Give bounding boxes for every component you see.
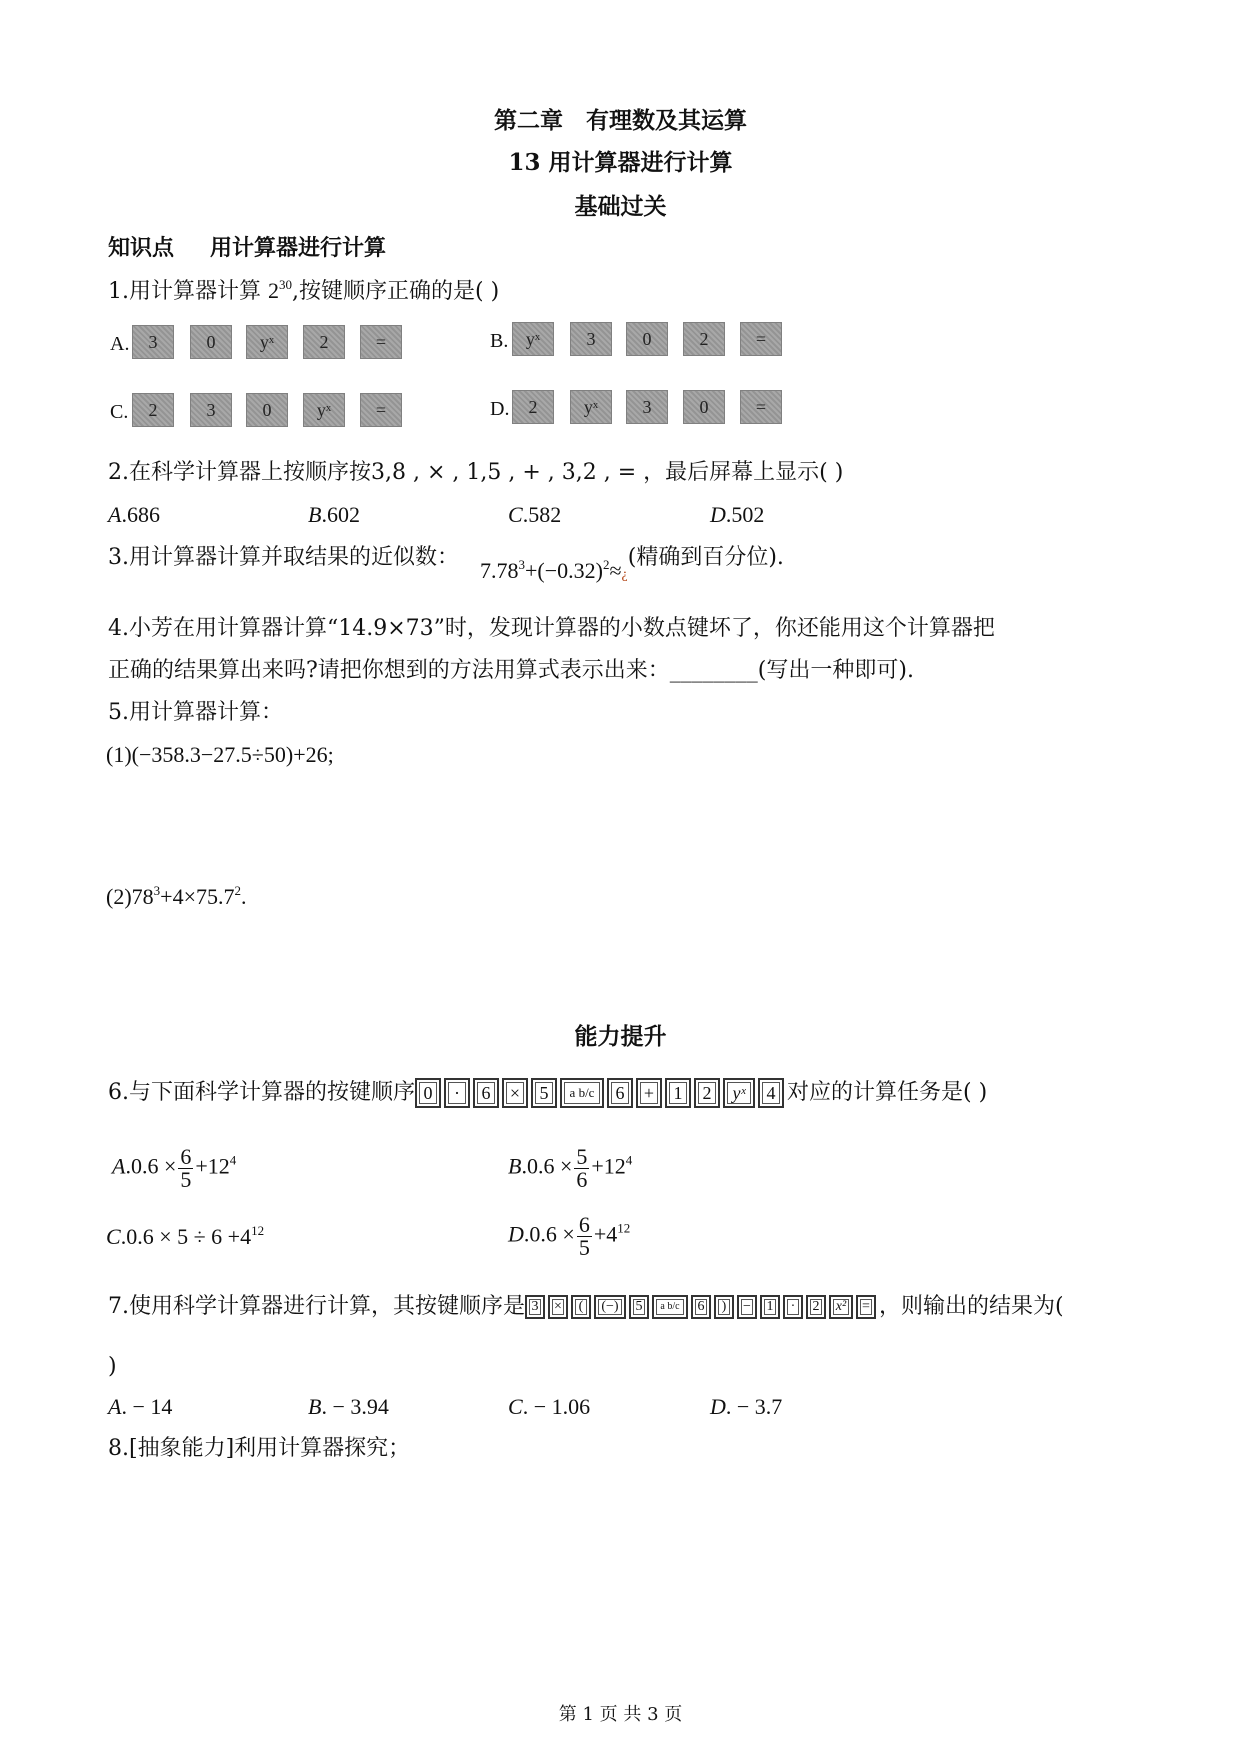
key: 2 [683, 322, 725, 356]
q2-option-a [108, 500, 160, 531]
q5-p2-pre: (2)78 [106, 884, 154, 909]
q2-option-c [508, 500, 561, 531]
key: = [856, 1295, 876, 1319]
key: x² [829, 1295, 853, 1319]
key: 0 [626, 322, 668, 356]
key: 0 [246, 393, 288, 427]
section-title-basic: 基础过关 [574, 193, 667, 220]
q3-approx: ≈ [609, 558, 622, 583]
knowledge-label: 知识点 [108, 235, 175, 261]
option-value: . − 14 [121, 1394, 173, 1419]
key: · [783, 1295, 803, 1319]
q1-option-b [490, 322, 810, 362]
question-2-stem: 2.在科学计算器上按顺序按3,8 , × , 1,5 , + , 3,2 , = ，最后屏幕上显示( ) [108, 460, 844, 485]
q3-stem: 3.用计算器计算并取结果的近似数： [108, 545, 459, 570]
question-5-part-2 [106, 882, 1241, 912]
q1-option-c-label: C. [110, 401, 129, 423]
q1-option-d [490, 390, 810, 430]
q7-option-b [308, 1392, 389, 1423]
question-3-stem [108, 542, 1241, 583]
q1-base: 2 [268, 278, 279, 303]
page-footer: 第 1 页 共 3 页 [558, 1704, 683, 1725]
q1-stem-pre: 1.用计算器计算 [108, 279, 261, 304]
q3-blank: ¿ [621, 567, 628, 582]
q3-exp-b: 2 [602, 557, 610, 572]
key: 2 [694, 1078, 720, 1108]
key: 2 [132, 393, 174, 427]
option-pre: .0.6 × 5 ÷ 6 +4 [120, 1224, 252, 1249]
key: yˣ [246, 325, 288, 359]
key: 1 [760, 1295, 780, 1319]
question-5-stem: 5.用计算器计算： [108, 700, 283, 725]
question-4-line-2: 正确的结果算出来吗?请把你想到的方法用算式表示出来：________(写出一种即可). [108, 658, 914, 683]
question-7-stem [108, 1292, 1241, 1322]
q1-stem-post: ,按键顺序正确的是( ) [292, 279, 500, 304]
key: yˣ [303, 393, 345, 427]
key: 3 [626, 390, 668, 424]
q5-p2-exp2: 2 [234, 883, 241, 898]
key: − [737, 1295, 757, 1319]
q6-option-d [508, 1214, 1008, 1264]
question-6-stem [108, 1078, 1241, 1108]
key: 6 [473, 1078, 499, 1108]
option-exp: 4 [625, 1152, 633, 1168]
numerator: 5 [576, 1144, 588, 1169]
option-fraction [574, 1146, 589, 1191]
option-value: .686 [121, 502, 160, 527]
question-5-part-1: (1)(−358.3−27.5÷50)+26; [106, 742, 334, 767]
key: ) [714, 1295, 734, 1319]
key: 6 [607, 1078, 633, 1108]
q6-stem-pre: 6.与下面科学计算器的按键顺序 [108, 1080, 415, 1105]
q3-expr-b: +(−0.32) [525, 558, 603, 583]
option-letter: A [108, 1394, 122, 1419]
key: 4 [758, 1078, 784, 1108]
option-letter: C [508, 1394, 523, 1419]
key: 2 [806, 1295, 826, 1319]
question-8-stem: 8.[抽象能力]利用计算器探究； [108, 1436, 411, 1461]
denominator: 5 [180, 1167, 192, 1192]
option-fraction [577, 1214, 592, 1259]
q5-p2-exp1: 3 [153, 883, 161, 898]
option-pre: .0.6 × [523, 1221, 575, 1247]
key: = [740, 322, 782, 356]
option-exp: 12 [251, 1223, 265, 1238]
key: 1 [665, 1078, 691, 1108]
option-letter: A [112, 1153, 126, 1179]
key: 2 [303, 325, 345, 359]
key: yˣ [570, 390, 612, 424]
key: 5 [629, 1295, 649, 1319]
key: 0 [190, 325, 232, 359]
key: 3 [525, 1295, 545, 1319]
option-letter: B [308, 1394, 322, 1419]
section-title-advanced: 能力提升 [574, 1023, 667, 1050]
q7-close-paren: ) [108, 1354, 117, 1379]
knowledge-point [108, 233, 1241, 263]
option-post: +12 [591, 1153, 626, 1179]
key: yˣ [723, 1078, 755, 1108]
q1-option-c [110, 393, 430, 433]
numerator: 6 [180, 1144, 192, 1169]
q7-stem-pre: 7.使用科学计算器进行计算，其按键顺序是 [108, 1294, 525, 1319]
q3-expression [480, 558, 628, 583]
key: a b/c [652, 1295, 688, 1319]
option-post: +4 [593, 1221, 618, 1247]
q1-option-d-label: D. [490, 398, 510, 420]
key: = [360, 325, 402, 359]
knowledge-topic: 用计算器进行计算 [210, 235, 387, 261]
q5-p2-post: . [240, 884, 247, 909]
q1-option-a [110, 325, 430, 365]
key: 0 [415, 1078, 441, 1108]
key: 3 [190, 393, 232, 427]
option-letter: D [710, 1394, 726, 1419]
option-post: +12 [195, 1153, 230, 1179]
numerator: 6 [578, 1212, 590, 1237]
option-value: .502 [725, 502, 765, 527]
key: × [548, 1295, 568, 1319]
q2-option-d [710, 500, 764, 531]
key: · [444, 1078, 470, 1108]
denominator: 5 [578, 1235, 590, 1260]
q7-option-d [710, 1392, 782, 1423]
option-value: . − 3.7 [725, 1394, 783, 1419]
q7-stem-post: ，则输出的结果为( [879, 1294, 1064, 1319]
key: ( [571, 1295, 591, 1319]
key: = [360, 393, 402, 427]
option-letter: B [508, 1153, 522, 1179]
key: yˣ [512, 322, 554, 356]
key: a b/c [560, 1078, 604, 1108]
option-letter: A [108, 502, 122, 527]
option-value: . − 3.94 [321, 1394, 389, 1419]
key: 5 [531, 1078, 557, 1108]
q2-option-b [308, 500, 360, 531]
q6-option-b [508, 1146, 1008, 1196]
q1-option-b-label: B. [490, 330, 509, 352]
key: = [740, 390, 782, 424]
key: 6 [691, 1295, 711, 1319]
q3-exp-a: 3 [518, 557, 525, 572]
key: 3 [132, 325, 174, 359]
option-letter: C [508, 502, 523, 527]
key: + [636, 1078, 662, 1108]
key: 0 [683, 390, 725, 424]
q7-option-a [108, 1392, 172, 1423]
question-1-stem [108, 276, 1241, 307]
q3-tail: (精确到百分位). [627, 545, 784, 570]
q3-expr-a: 7.78 [480, 558, 519, 583]
option-pre: .0.6 × [125, 1153, 177, 1179]
option-letter: C [106, 1224, 121, 1249]
option-value: . − 1.06 [522, 1394, 591, 1419]
option-exp: 4 [229, 1152, 237, 1168]
key: (−) [594, 1295, 626, 1319]
q1-power [268, 278, 292, 303]
denominator: 6 [576, 1167, 588, 1192]
q5-p2-mid: +4×75.7 [160, 884, 235, 909]
chapter-title: 第二章 有理数及其运算 [494, 107, 747, 134]
option-letter: B [308, 502, 322, 527]
option-letter: D [710, 502, 726, 527]
q7-option-c [508, 1392, 590, 1423]
option-exp: 12 [617, 1220, 631, 1236]
key: 3 [570, 322, 612, 356]
question-4-line-1: 4.小芳在用计算器计算“14.9×73”时，发现计算器的小数点键坏了，你还能用这个计算器把 [108, 616, 995, 641]
key: 2 [512, 390, 554, 424]
option-fraction [178, 1146, 193, 1191]
option-pre: .0.6 × [521, 1153, 573, 1179]
q6-stem-post: 对应的计算任务是( ) [787, 1080, 988, 1105]
option-value: .582 [522, 502, 562, 527]
key: × [502, 1078, 528, 1108]
option-value: .602 [321, 502, 360, 527]
q1-exponent: 30 [279, 277, 292, 292]
q1-option-a-label: A. [110, 333, 130, 355]
option-letter: D [508, 1221, 524, 1247]
lesson-title: 13 用计算器进行计算 [508, 149, 733, 176]
